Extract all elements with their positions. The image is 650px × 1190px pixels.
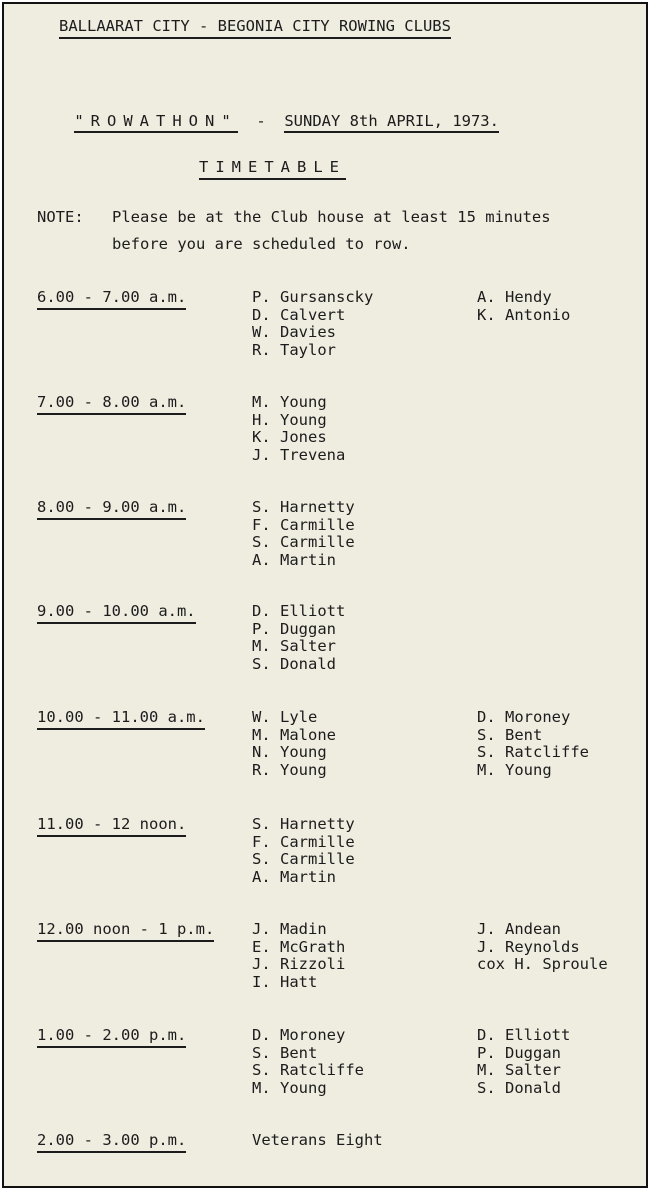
- rower-list-second: [477, 289, 570, 324]
- slot-time: 2.00 - 3.00 p.m.: [37, 1132, 186, 1153]
- rower-name: S. Ratcliffe: [252, 1061, 364, 1079]
- rower-name: F. Carmille: [252, 832, 355, 851]
- rower-name: R. Taylor: [252, 340, 336, 359]
- rower-list: [252, 921, 345, 991]
- rower-name: cox H. Sproule: [477, 955, 608, 973]
- slot-time: 6.00 - 7.00 a.m.: [37, 289, 186, 310]
- rower-list: [252, 816, 355, 886]
- rower-name: E. McGrath: [252, 937, 346, 956]
- rower-list-second: [477, 709, 589, 779]
- rower-name: M. Young: [252, 1078, 327, 1097]
- timetable-title: TIMETABLE: [199, 159, 346, 180]
- slot-time: 9.00 - 10.00 a.m.: [37, 603, 196, 624]
- rower-name: S. Bent: [252, 1043, 318, 1062]
- rower-name: W. Lyle: [252, 708, 318, 726]
- timetable-document: [2, 2, 648, 1188]
- rower-name: K. Jones: [252, 428, 327, 446]
- rower-name: D. Moroney: [477, 708, 571, 726]
- rower-list: [252, 709, 336, 779]
- slot-time: 7.00 - 8.00 a.m.: [37, 394, 186, 415]
- event-date: SUNDAY 8th APRIL, 1973.: [284, 112, 499, 133]
- rower-list: [252, 1132, 383, 1150]
- rower-name: J. Andean: [477, 920, 561, 938]
- rower-name: A. Hendy: [477, 288, 552, 306]
- rower-name: S. Bent: [477, 725, 543, 744]
- rower-name: H. Young: [252, 410, 327, 429]
- note-label: NOTE:: [37, 208, 84, 226]
- rower-name: R. Young: [252, 760, 327, 779]
- note-line-2: before you are scheduled to row.: [112, 235, 411, 253]
- rower-name: F. Carmille: [252, 515, 355, 534]
- rower-name: J. Trevena: [252, 445, 346, 464]
- event-heading-line: [37, 95, 499, 148]
- rower-name: A. Martin: [252, 867, 336, 886]
- slot-time: 10.00 - 11.00 a.m.: [37, 709, 205, 730]
- rower-name: D. Elliott: [252, 602, 346, 620]
- rower-name: M. Salter: [477, 1061, 561, 1079]
- rower-name: P. Duggan: [477, 1043, 561, 1062]
- rower-list-second: [477, 921, 608, 974]
- rower-name: S. Carmille: [252, 850, 355, 868]
- rower-name: A. Martin: [252, 550, 336, 569]
- event-name: "ROWATHON": [74, 112, 237, 133]
- rower-list: [252, 603, 345, 673]
- rower-name: M. Malone: [252, 725, 336, 744]
- rower-name: P. Duggan: [252, 619, 336, 638]
- rower-list-second: [477, 1027, 570, 1097]
- rower-name: D. Calvert: [252, 305, 346, 324]
- rower-list: [252, 394, 345, 464]
- rower-name: K. Antonio: [477, 305, 571, 324]
- rower-name: J. Madin: [252, 920, 327, 938]
- rower-name: S. Ratcliffe: [477, 743, 589, 761]
- rower-name: D. Elliott: [477, 1026, 571, 1044]
- rower-name: P. Gursanscky: [252, 288, 374, 306]
- rower-name: J. Reynolds: [477, 937, 580, 956]
- rower-name: M. Young: [477, 760, 552, 779]
- heading-separator: -: [256, 111, 266, 130]
- rower-name: S. Carmille: [252, 533, 355, 551]
- rower-name: I. Hatt: [252, 972, 318, 991]
- rower-name: S. Donald: [252, 654, 336, 673]
- rower-list: [252, 499, 355, 569]
- slot-time: 1.00 - 2.00 p.m.: [37, 1027, 186, 1048]
- rower-name: M. Salter: [252, 637, 336, 655]
- slot-time: 8.00 - 9.00 a.m.: [37, 499, 186, 520]
- rower-list: [252, 1027, 364, 1097]
- rower-name: J. Rizzoli: [252, 955, 346, 973]
- rower-name: D. Moroney: [252, 1026, 346, 1044]
- rower-name: S. Harnetty: [252, 815, 355, 833]
- rower-list: [252, 289, 373, 359]
- note-line-1: Please be at the Club house at least 15 minutes: [112, 208, 551, 226]
- slot-time: 12.00 noon - 1 p.m.: [37, 921, 214, 942]
- slot-time: 11.00 - 12 noon.: [37, 816, 186, 837]
- rower-name: N. Young: [252, 743, 327, 761]
- rower-name: S. Harnetty: [252, 498, 355, 516]
- rower-name: S. Donald: [477, 1078, 561, 1097]
- club-heading: BALLAARAT CITY - BEGONIA CITY ROWING CLUBS: [59, 18, 451, 39]
- rower-name: Veterans Eight: [252, 1131, 383, 1149]
- rower-name: M. Young: [252, 393, 327, 411]
- rower-name: W. Davies: [252, 323, 336, 341]
